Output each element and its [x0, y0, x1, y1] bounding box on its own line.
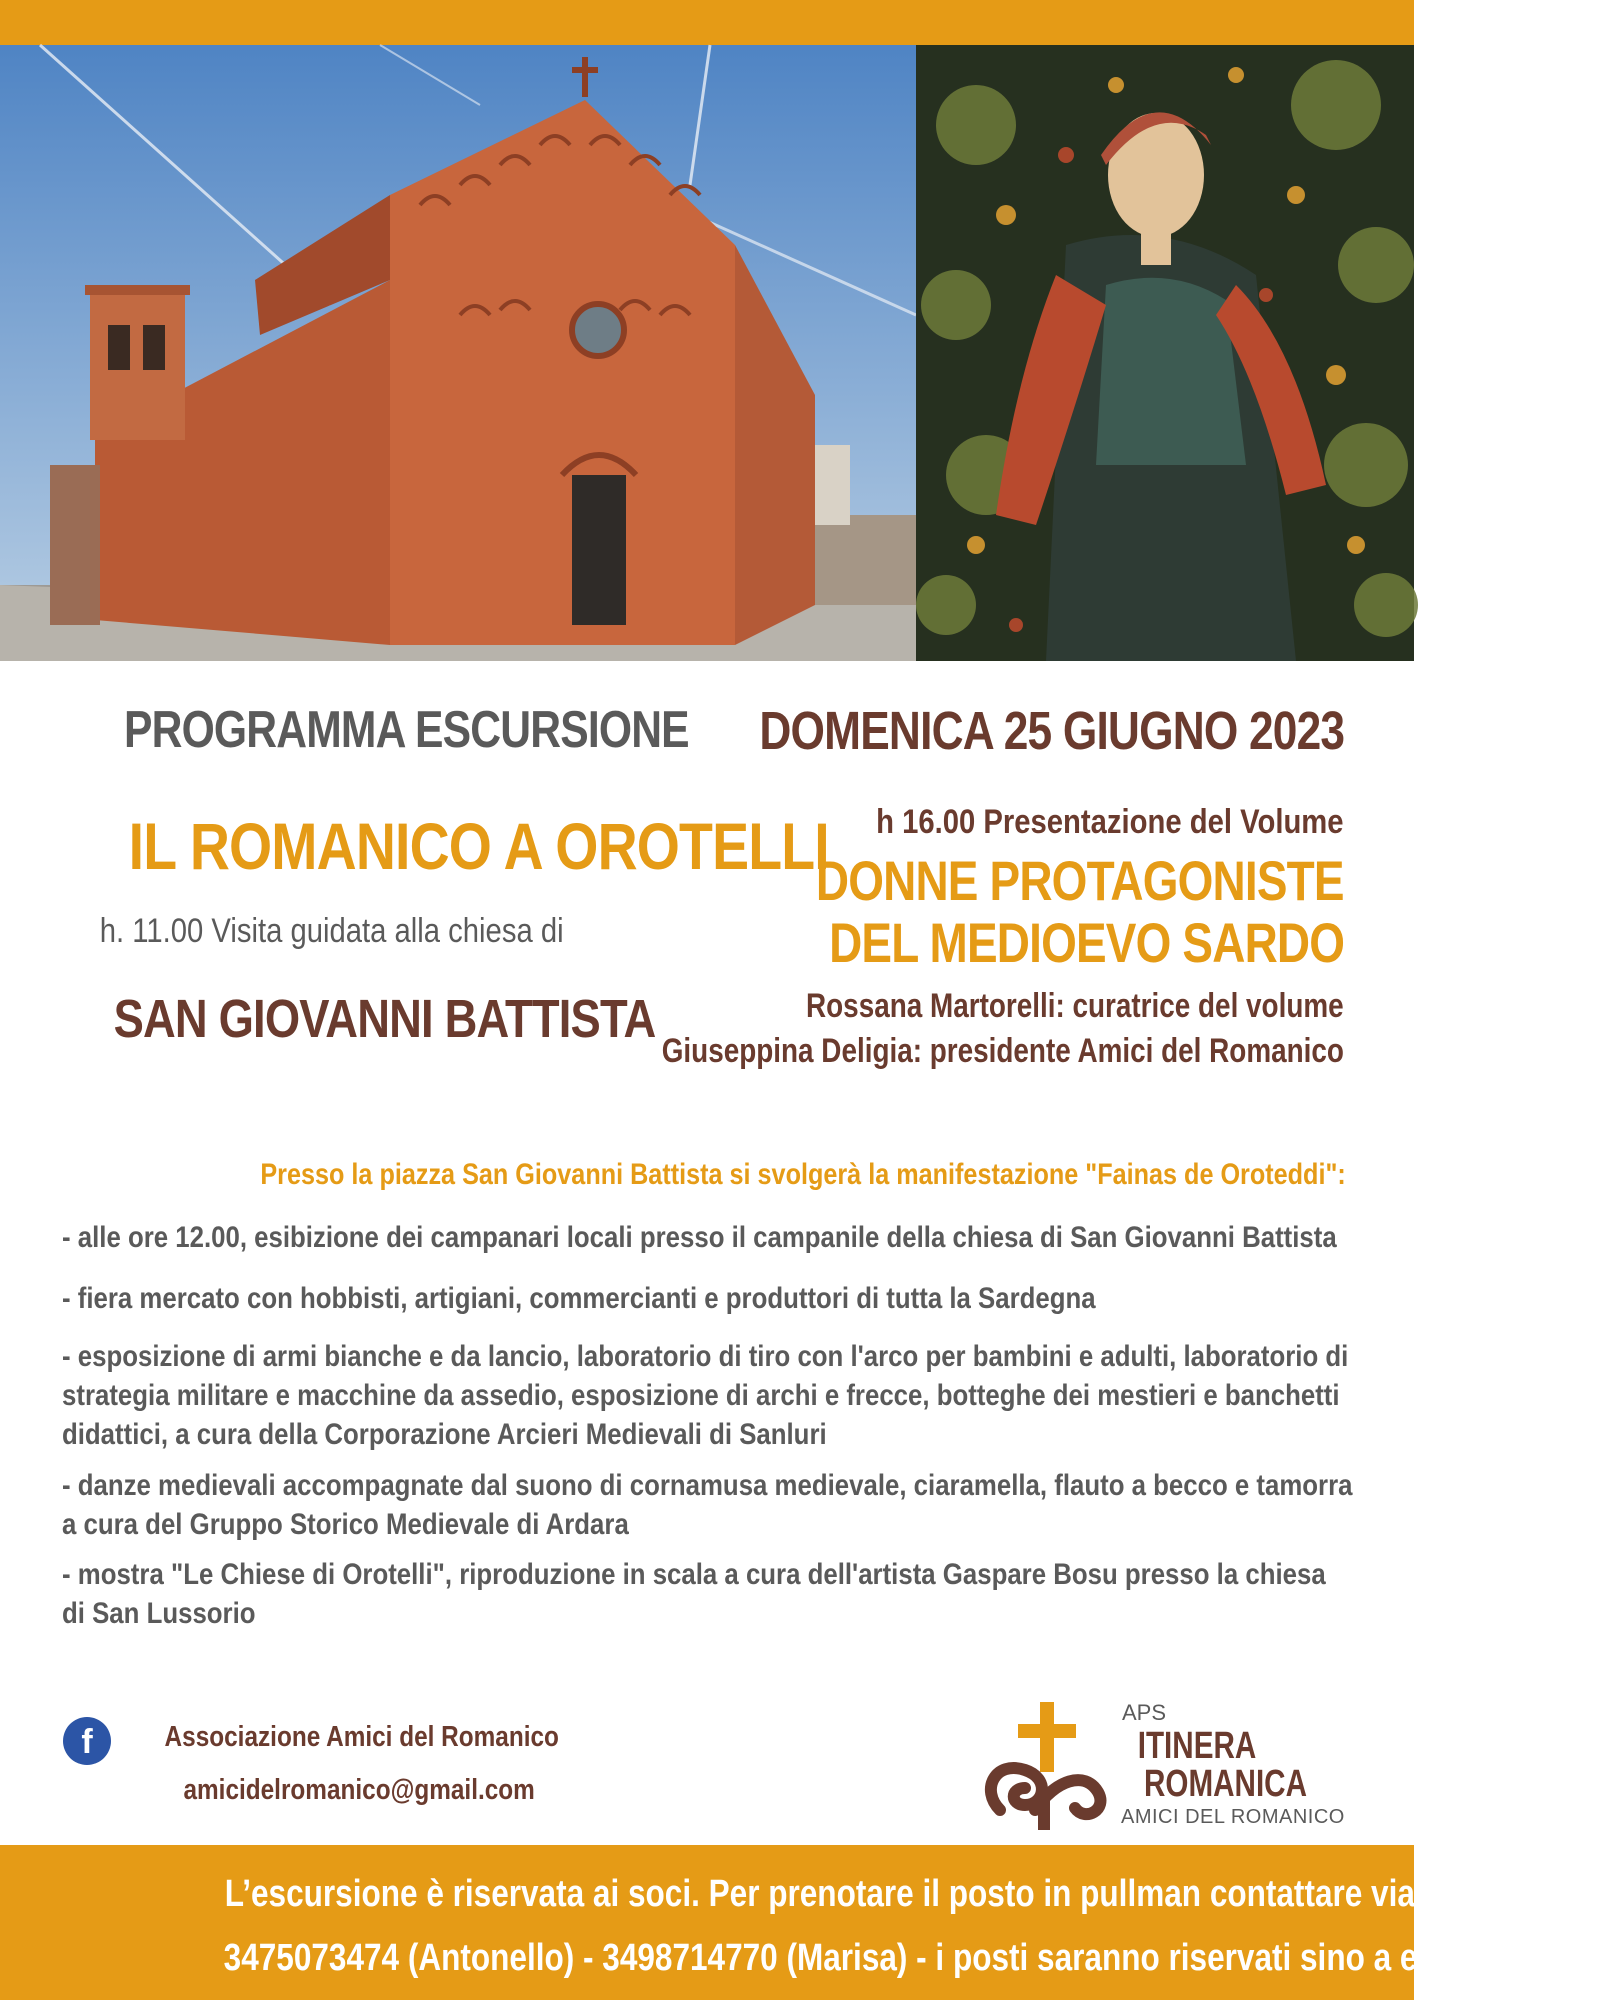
- list-item-line: strategia militare e macchine da assedio, esposizione di archi e frecce, botteghe dei mestieri e banchetti: [62, 1379, 1340, 1412]
- list-item: [62, 1218, 1337, 1257]
- list-item-line: didattici, a cura della Corporazione Arcieri Medievali di Sanluri: [62, 1418, 827, 1451]
- book-title-line2: DEL MEDIOEVO SARDO: [828, 911, 1344, 974]
- logo-aps: APS: [1122, 1700, 1167, 1725]
- itinera-romanica-logo: [980, 1700, 1110, 1835]
- presentation-time: h 16.00 Presentazione del Volume: [876, 803, 1344, 841]
- facebook-page-link[interactable]: Associazione Amici del Romanico: [164, 1721, 559, 1753]
- logo-line1: ITINERA: [1137, 1725, 1257, 1767]
- visit-time: h. 11.00 Visita guidata alla chiesa di: [99, 912, 564, 950]
- footer-line2: 3475073474 (Antonello) - 3498714770 (Marisa) - i posti saranno riservati sino a esaurimento: [223, 1937, 1588, 1979]
- list-item-line: - esposizione di armi bianche e da lancio, laboratorio di tiro con l'arco per bambini e adulti, laboratorio di: [62, 1340, 1349, 1373]
- list-item: [62, 1466, 1352, 1544]
- logo-line2: ROMANICA: [1143, 1763, 1307, 1805]
- list-item-line: - fiera mercato con hobbisti, artigiani, commercianti e produttori di tutta la Sardegna: [62, 1282, 1096, 1315]
- footer-line1: L’escursione è riservata ai soci. Per prenotare il posto in pullman contattare via messaggio:: [224, 1873, 1599, 1915]
- church-photo: [0, 45, 916, 661]
- church-name: SAN GIOVANNI BATTISTA: [113, 989, 656, 1049]
- list-item: [62, 1337, 1348, 1454]
- list-item: [62, 1279, 1096, 1318]
- facebook-icon[interactable]: f: [63, 1717, 111, 1765]
- logo-line3: AMICI DEL ROMANICO: [1121, 1806, 1345, 1828]
- list-item-line: a cura del Gruppo Storico Medievale di Ardara: [62, 1508, 629, 1541]
- event-intro: Presso la piazza San Giovanni Battista si svolgerà la manifestazione "Fainas de Oroteddi":: [260, 1158, 1346, 1191]
- top-accent-bar: [0, 0, 1414, 45]
- event-title: IL ROMANICO A OROTELLI: [128, 809, 829, 883]
- event-date: DOMENICA 25 GIUGNO 2023: [759, 701, 1344, 761]
- list-item-line: - alle ore 12.00, esibizione dei campanari locali presso il campanile della chiesa di San Giovanni Battista: [62, 1221, 1337, 1254]
- president-credit: Giuseppina Deligia: presidente Amici del Romanico: [661, 1032, 1344, 1070]
- list-item-line: di San Lussorio: [62, 1597, 256, 1630]
- email-link[interactable]: amicidelromanico@gmail.com: [183, 1774, 535, 1806]
- list-item: [62, 1555, 1326, 1633]
- curator-credit: Rossana Martorelli: curatrice del volume: [806, 987, 1344, 1025]
- program-label: PROGRAMMA ESCURSIONE: [123, 701, 689, 759]
- list-item-line: - danze medievali accompagnate dal suono di cornamusa medievale, ciaramella, flauto a becco e tamorra: [62, 1469, 1353, 1502]
- tapestry-lady: [916, 45, 1414, 661]
- book-title-line1: DONNE PROTAGONISTE: [816, 849, 1344, 912]
- list-item-line: - mostra "Le Chiese di Orotelli", riproduzione in scala a cura dell'artista Gaspare Bosu presso la chiesa: [62, 1558, 1326, 1591]
